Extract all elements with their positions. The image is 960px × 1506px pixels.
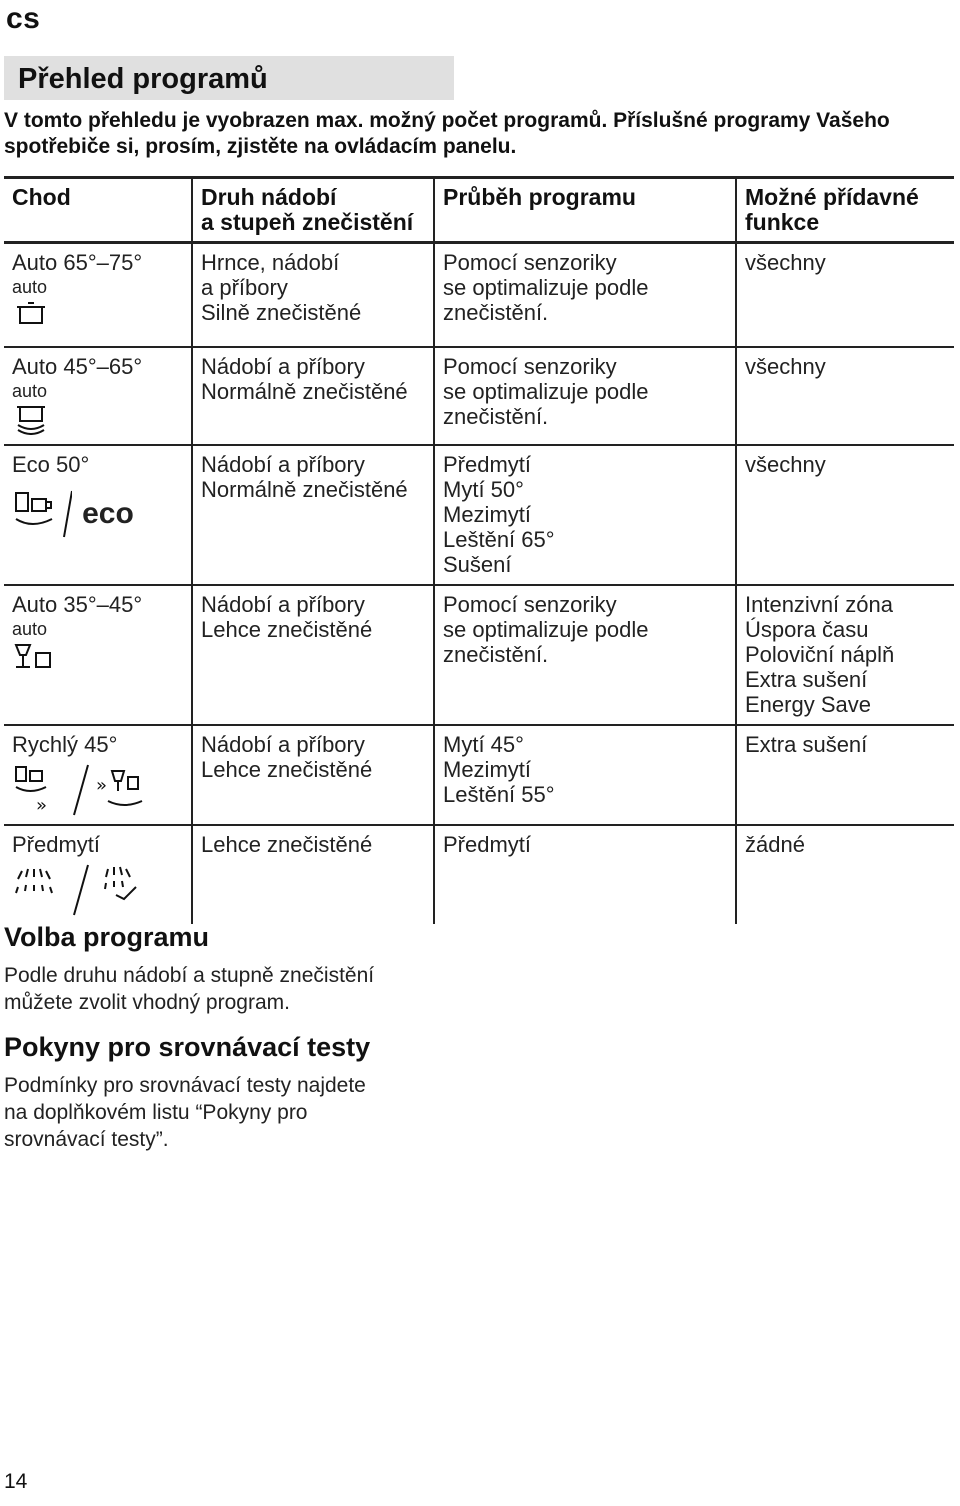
cell-prubeh: Pomocí senzoriky se optimalizuje podle znečistění. bbox=[434, 585, 736, 725]
cell-funkce: všechny bbox=[736, 243, 954, 347]
program-name: Auto 65°–75° bbox=[12, 250, 143, 275]
cell-funkce: žádné bbox=[745, 831, 805, 857]
cell-druh: Hrnce, nádobí a příbory Silně znečistěné bbox=[192, 243, 434, 347]
cell-funkce: všechny bbox=[736, 445, 954, 585]
pot-dishes-icon bbox=[12, 403, 52, 435]
section-heading-volba: Volba programu bbox=[4, 922, 210, 952]
cell-druh: Lehce znečistěné bbox=[192, 825, 434, 924]
table-row bbox=[4, 347, 954, 445]
cell-chod bbox=[4, 243, 192, 347]
auto-label: auto bbox=[12, 380, 48, 401]
quick-wash-icon bbox=[12, 761, 162, 819]
cup-plate-icon bbox=[12, 483, 72, 539]
table-header-row bbox=[4, 178, 954, 243]
cell-prubeh: Pomocí senzoriky se optimalizuje podle znečistění. bbox=[434, 347, 736, 445]
auto-label: auto bbox=[12, 618, 48, 639]
table-row bbox=[4, 585, 954, 725]
svg-text:»: » bbox=[96, 774, 108, 796]
page-number: 14 bbox=[4, 1470, 28, 1493]
program-name: Eco 50° bbox=[12, 451, 90, 477]
pot-icon bbox=[12, 299, 52, 329]
eco-label: eco bbox=[82, 496, 134, 530]
glass-cup-icon bbox=[12, 641, 56, 673]
prerinse-icon bbox=[12, 861, 162, 919]
program-name: Rychlý 45° bbox=[12, 731, 118, 757]
table-row bbox=[4, 243, 954, 347]
section-text-pokyny: Podmínky pro srovnávací testy najdete na doplňkovém listu “Pokyny pro srovnávací testy”. bbox=[4, 1074, 366, 1151]
cell-chod bbox=[4, 445, 192, 585]
auto-label: auto bbox=[12, 277, 48, 297]
language-code: cs bbox=[6, 2, 41, 35]
cell-funkce: všechny bbox=[736, 347, 954, 445]
intro-line-1: V tomto přehledu je vyobrazen max. možný počet programů. Příslušné programy Vašeho bbox=[4, 109, 890, 132]
cell-funkce: Intenzivní zóna Úspora času Poloviční náplň Extra sušení Energy Save bbox=[736, 585, 954, 725]
cell-prubeh: Předmytí bbox=[434, 825, 736, 924]
col-header-prubeh: Průběh programu bbox=[434, 178, 736, 243]
cell-chod bbox=[4, 585, 192, 725]
col-header-druh: Druh nádobí a stupeň znečistění bbox=[192, 178, 434, 243]
program-name: Auto 35°–45° bbox=[12, 591, 143, 617]
cell-druh: Nádobí a příbory Normálně znečistěné bbox=[192, 347, 434, 445]
col-header-chod: Chod bbox=[4, 178, 192, 243]
cell-druh: Nádobí a příbory Lehce znečistěné bbox=[192, 585, 434, 725]
program-name: Předmytí bbox=[12, 831, 101, 857]
cell-funkce: Extra sušení bbox=[736, 725, 954, 825]
table-row bbox=[4, 825, 954, 924]
table-row bbox=[4, 445, 954, 585]
table-row bbox=[4, 725, 954, 825]
cell-chod bbox=[4, 347, 192, 445]
svg-text:»: » bbox=[36, 794, 48, 816]
cell-druh: Nádobí a příbory Lehce znečistěné bbox=[192, 725, 434, 825]
cell-prubeh: Předmytí Mytí 50° Mezimytí Leštění 65° Sušení bbox=[434, 445, 736, 585]
intro-text bbox=[4, 108, 944, 160]
cell-druh: Nádobí a příbory Normálně znečistěné bbox=[192, 445, 434, 585]
cell-prubeh: Pomocí senzoriky se optimalizuje podle znečistění. bbox=[434, 243, 736, 347]
section-heading-pokyny: Pokyny pro srovnávací testy bbox=[4, 1032, 371, 1062]
program-name: Auto 45°–65° bbox=[12, 353, 143, 379]
program-table bbox=[4, 176, 954, 924]
cell-chod bbox=[4, 825, 192, 924]
col-header-funkce: Možné přídavné funkce bbox=[736, 178, 954, 243]
page-title: Přehled programů bbox=[4, 56, 454, 100]
intro-line-2: spotřebiče si, prosím, zjistěte na ovládacím panelu. bbox=[4, 135, 517, 158]
cell-prubeh: Mytí 45° Mezimytí Leštění 55° bbox=[434, 725, 736, 825]
cell-chod bbox=[4, 725, 192, 825]
section-text-volba: Podle druhu nádobí a stupně znečistění můžete zvolit vhodný program. bbox=[4, 964, 375, 1014]
